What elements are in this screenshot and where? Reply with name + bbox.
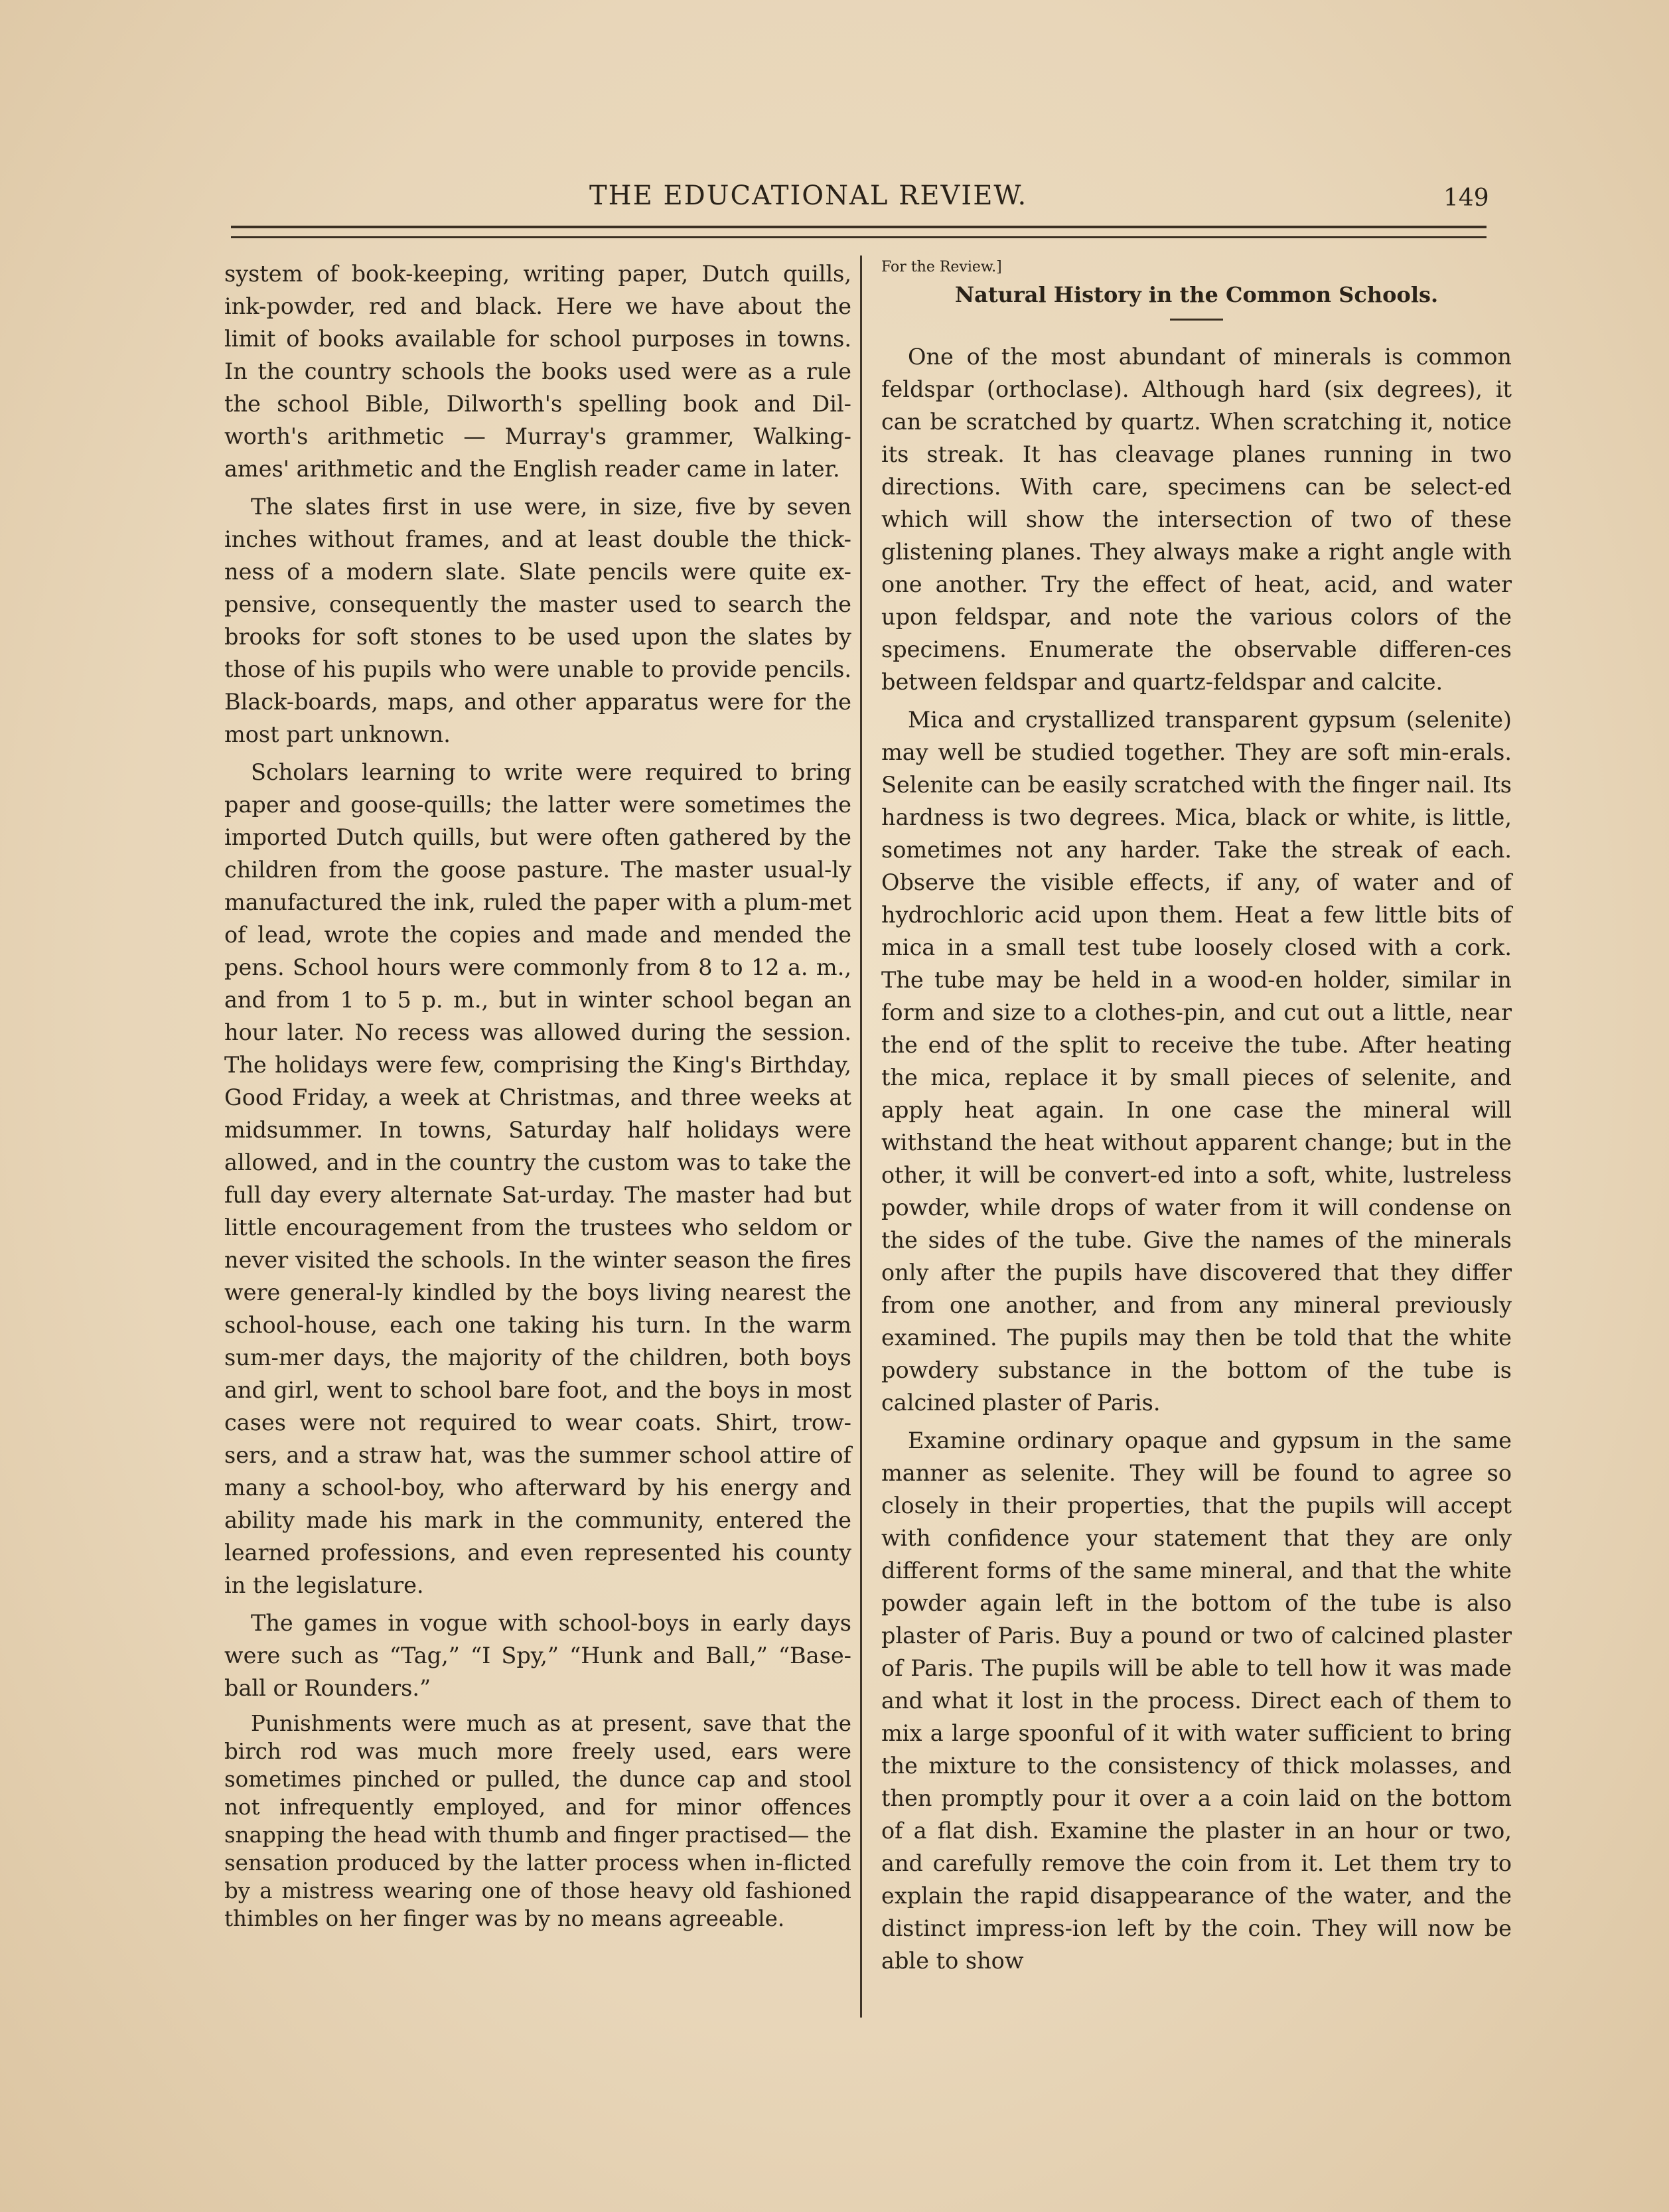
- source-note: For the Review.]: [881, 259, 1002, 275]
- running-header: [226, 181, 1487, 220]
- column-divider: [860, 256, 862, 2018]
- title-dash: [1170, 319, 1223, 321]
- paragraph-scholars: Scholars learning to write were required to bring paper and goose-quills; the latter were sometimes the imported Dutch quills, but were often gathered by the children from the goose pasture. The master usual-ly manufactured the ink, ruled the paper with a plum-met of lead, wrote the copies and made and mended the pens. School hours were commonly from 8 to 12 a. m., and from 1 to 5 p. m., but in winter school began an hour later. No recess was allowed during the session. The holidays were few, comprising the King's Birthday, Good Friday, a week at Christmas, and three weeks at midsummer. In towns, Saturday half holidays were allowed, and in the country the custom was to take the full day every alternate Sat-urday. The master had but little encouragement from the trustees who seldom or never visited the schools. In the winter season the fires were general-ly kindled by the boys living nearest the school-house, each one taking his turn. In the warm sum-mer days, the majority of the children, both boys and girl, went to school bare foot, and the boys in most cases were not required to wear coats. Shirt, trow-sers, and a straw hat, was the summer school attire of many a school-boy, who afterward by his energy and ability made his mark in the community, entered the learned professions, and even represented his county in the legislature.: [224, 759, 851, 1598]
- paragraph-games: The games in vogue with school-boys in early days were such as “Tag,” “I Spy,” “Hunk and Ball,” “Base-ball or Rounders.”: [224, 1610, 851, 1701]
- paragraph-feldspar: One of the most abundant of minerals is common feldspar (orthoclase). Although hard (six degrees), it can be scratched by quartz. When scratching it, notice its streak. It has cleavage planes running in two directions. With care, specimens can be select-ed which will show the intersection of two of these glistening planes. They always make a right angle with one another. Try the effect of heat, acid, and water upon feldspar, and note the various colors of the specimens. Enumerate the observable differen-ces between feldspar and quartz-feldspar and calcite.: [881, 344, 1512, 695]
- paragraph-books: system of book-keeping, writing paper, Dutch quills, ink-powder, red and black. Here we have about the limit of books available for school purposes in towns. In the country schools the books used were as a rule the school Bible, Dilworth's spelling book and Dil-worth's arithmetic — Murray's grammer, Walking-ames' arithmetic and the English reader came in later.: [224, 261, 851, 482]
- paragraph-mica-selenite: Mica and crystallized transparent gypsum (selenite) may well be studied together. They are soft min-erals. Selenite can be easily scratched with the finger nail. Its hardness is two degrees. Mica, black or white, is little, sometimes not any harder. Take the streak of each. Observe the visible effects, if any, of water and of hydrochloric acid upon them. Heat a few little bits of mica in a small test tube loosely closed with a cork. The tube may be held in a wood-en holder, similar in form and size to a clothes-pin, and cut out a little, near the end of the split to receive the tube. After heating the mica, replace it by small pieces of selenite, and apply heat again. In one case the mineral will withstand the heat without apparent change; but in the other, it will be convert-ed into a soft, white, lustreless powder, while drops of water from it will condense on the sides of the tube. Give the names of the minerals only after the pupils have discovered that they differ from one another, and from any mineral previously examined. The pupils may then be told that the white powdery substance in the bottom of the tube is calcined plaster of Paris.: [881, 707, 1512, 1416]
- header-rule-top: [231, 226, 1487, 228]
- left-column: [224, 258, 851, 1938]
- paragraph-gypsum: Examine ordinary opaque and gypsum in the same manner as selenite. They will be found to agree so closely in their properties, that the pupils will accept with confidence your statement that they are only different forms of the same mineral, and that the white powder again left in the bottom of the tube is also plaster of Paris. Buy a pound or two of calcined plaster of Paris. The pupils will be able to tell how it was made and what it lost in the process. Direct each of them to mix a large spoonful of it with water sufficient to bring the mixture to the consistency of thick molasses, and then promptly pour it over a a coin laid on the bottom of a flat dish. Examine the plaster in an hour or two, and carefully remove the coin from it. Let them try to explain the rapid disappearance of the water, and the distinct impress-ion left by the coin. They will now be able to show: [881, 1428, 1512, 1974]
- page-number: 149: [1443, 184, 1489, 212]
- paragraph-slates: The slates first in use were, in size, five by seven inches without frames, and at least double the thick-ness of a modern slate. Slate pencils were quite ex-pensive, consequently the master used to search the brooks for soft stones to be used upon the slates by those of his pupils who were unable to provide pencils. Black-boards, maps, and other apparatus were for the most part unknown.: [224, 494, 851, 747]
- journal-title: THE EDUCATIONAL REVIEW.: [589, 181, 1028, 211]
- paragraph-punishments: Punishments were much as at present, save that the birch rod was much more freely used, ears were sometimes pinched or pulled, the dunce cap and stool not infrequently employed, and for minor offences snapping the head with thumb and finger practised— the sensation produced by the latter process when in-flicted by a mistress wearing one of those heavy old fashioned thimbles on her finger was by no means agreeable.: [224, 1711, 851, 1931]
- header-rule-bottom: [231, 236, 1487, 238]
- article-title: Natural History in the Common Schools.: [954, 282, 1439, 307]
- right-column: [881, 258, 1512, 1982]
